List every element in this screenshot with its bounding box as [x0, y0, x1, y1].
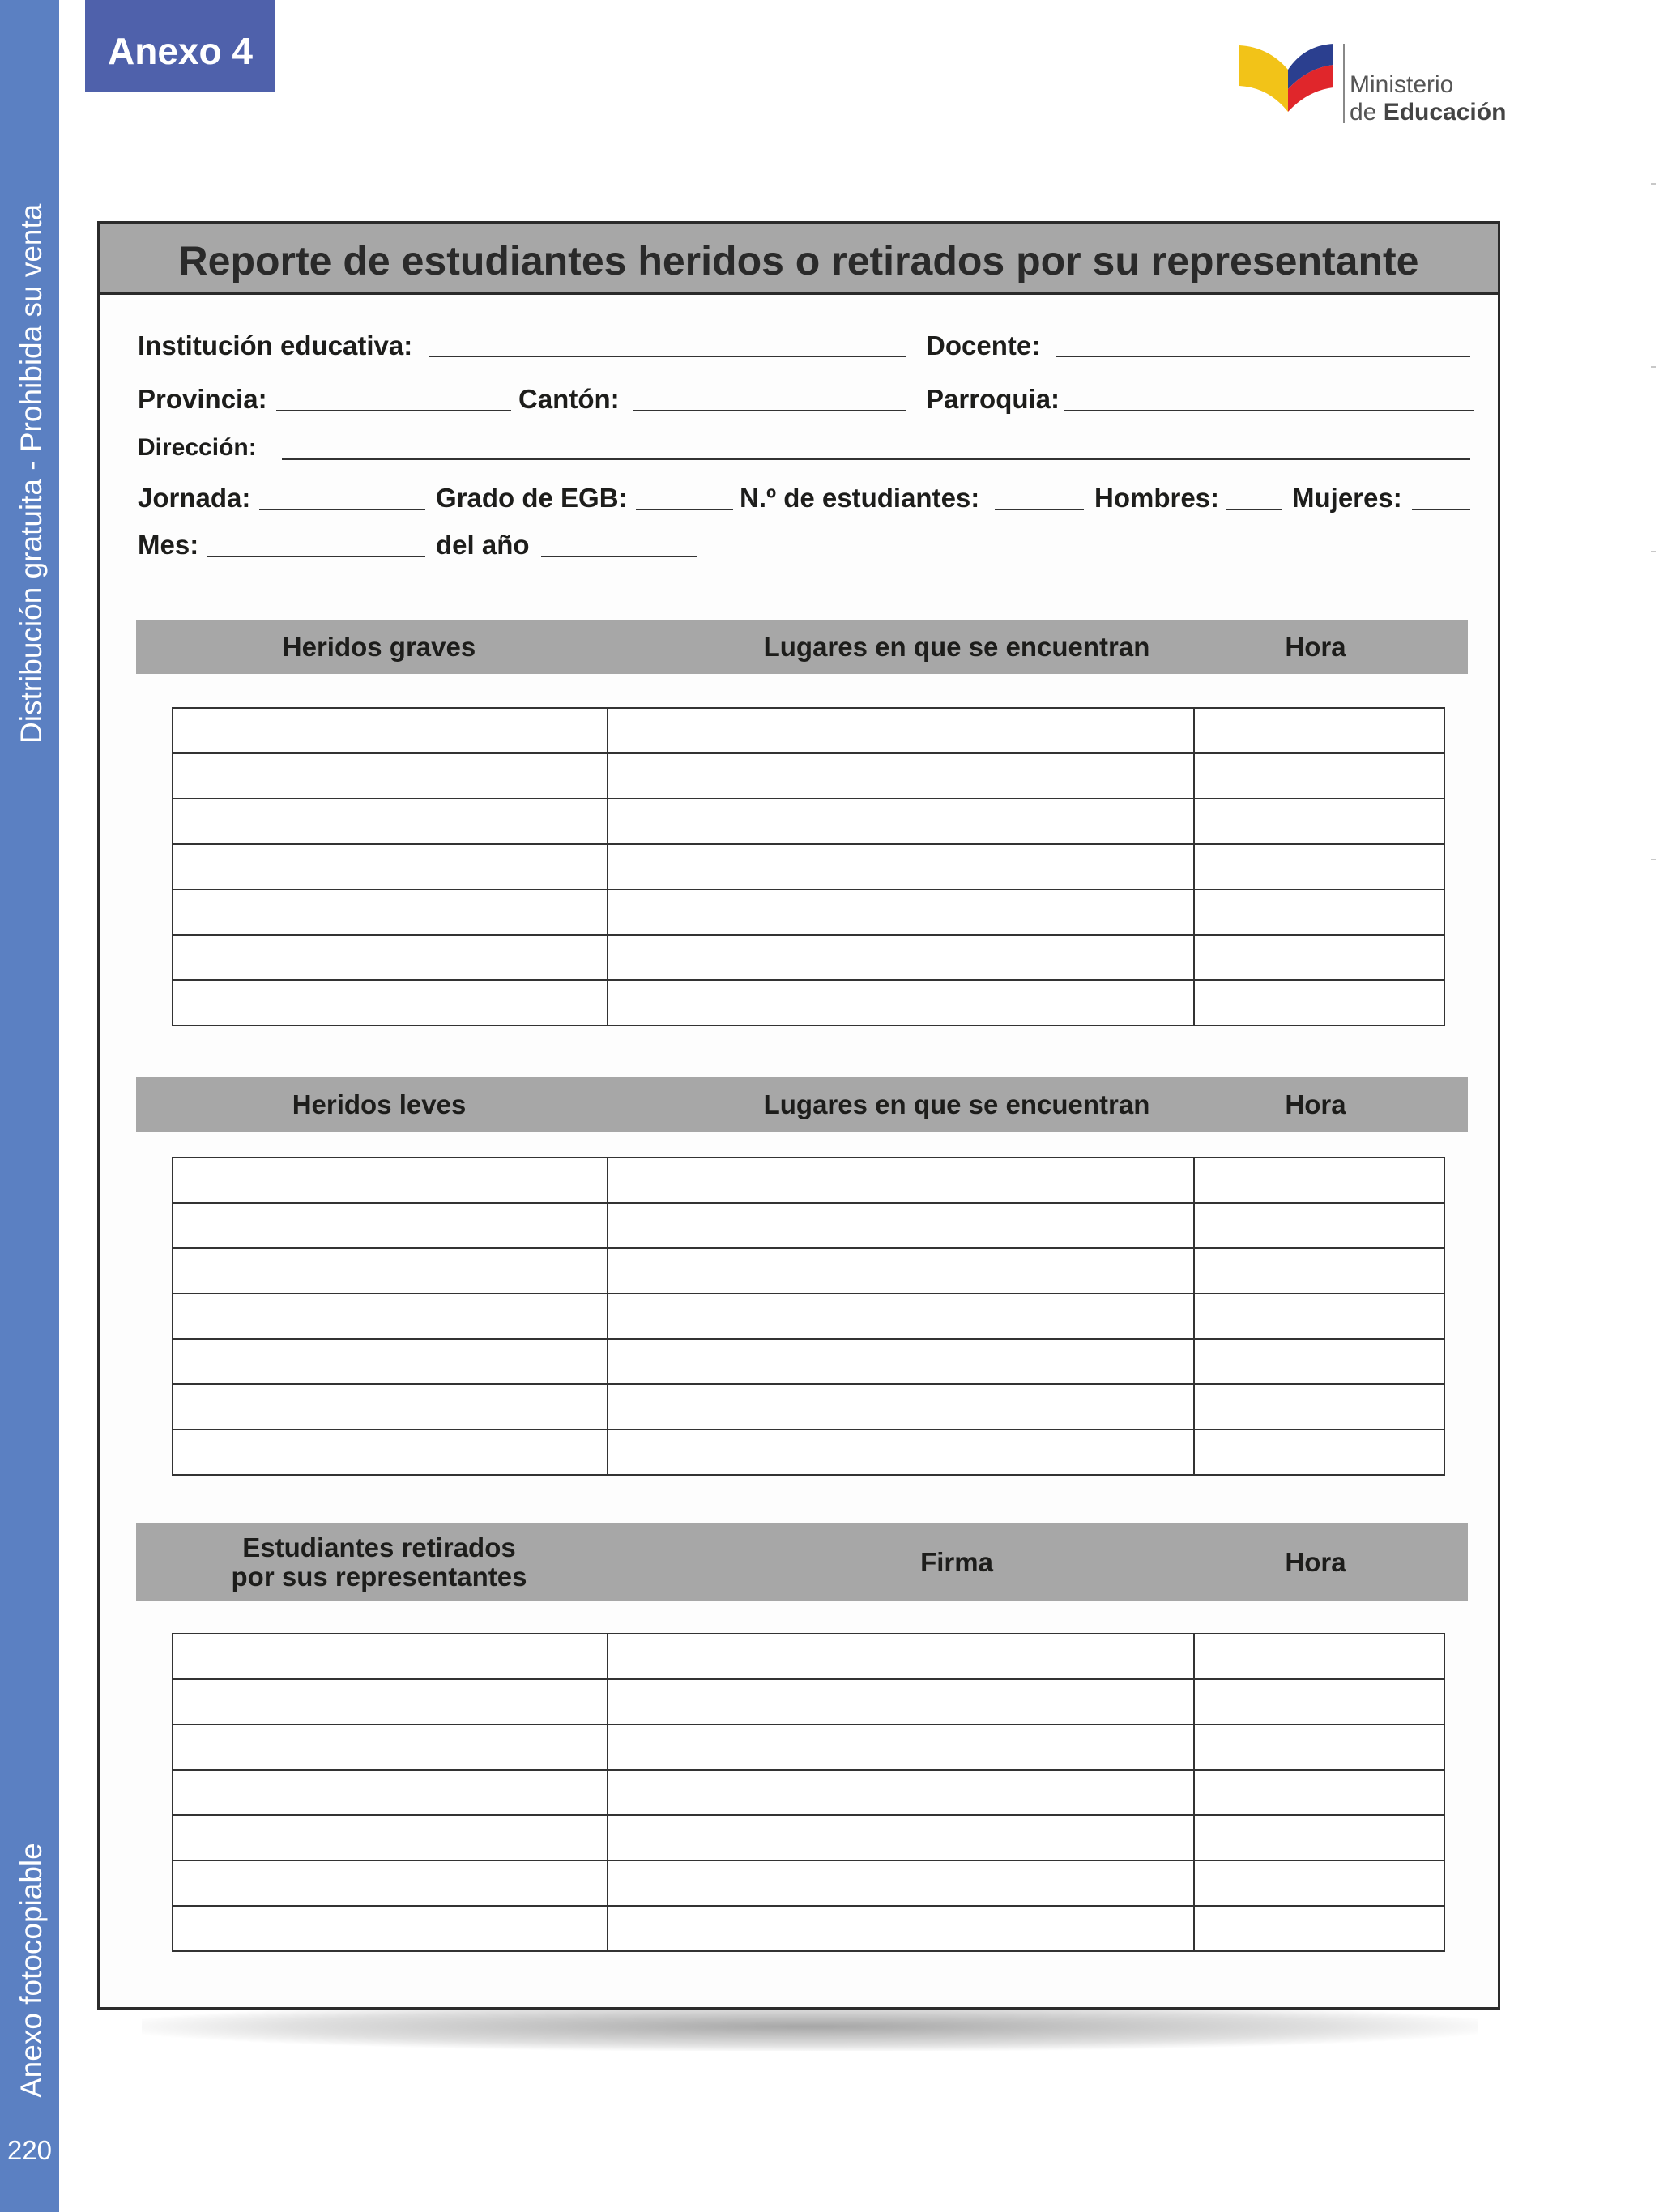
logo-divider	[1343, 44, 1345, 123]
cell[interactable]	[173, 1203, 608, 1248]
table-row	[173, 1679, 1444, 1724]
anio-field[interactable]	[541, 556, 697, 557]
cell[interactable]	[608, 1906, 1194, 1951]
col-hora: Hora	[1285, 1546, 1346, 1577]
table-row	[173, 753, 1444, 799]
edge-mark	[1651, 551, 1656, 552]
cell[interactable]	[173, 980, 608, 1025]
retirados-table	[172, 1633, 1445, 1952]
form-title: Reporte de estudiantes heridos o retirados por su representante	[100, 224, 1498, 295]
table-rows	[173, 708, 1444, 1025]
table-row	[173, 889, 1444, 935]
cell[interactable]	[173, 1815, 608, 1860]
cell[interactable]	[608, 935, 1194, 980]
cell[interactable]	[1194, 980, 1444, 1025]
jornada-field[interactable]	[259, 509, 425, 510]
cell[interactable]	[1194, 935, 1444, 980]
table-row	[173, 1634, 1444, 1679]
table-row	[173, 1157, 1444, 1203]
canton-field[interactable]	[633, 410, 906, 411]
parroquia-label: Parroquia:	[926, 384, 1060, 414]
docente-label: Docente:	[926, 330, 1041, 360]
cell[interactable]	[173, 1634, 608, 1679]
heridos-graves-header	[136, 620, 1468, 674]
cell[interactable]	[1194, 799, 1444, 844]
ministry-name: Ministerio de Educación	[1350, 71, 1507, 126]
edge-mark	[1651, 859, 1656, 860]
cell[interactable]	[608, 1724, 1194, 1770]
table-row	[173, 1203, 1444, 1248]
cell[interactable]	[608, 1634, 1194, 1679]
institucion-field[interactable]	[429, 356, 906, 357]
heridos-graves-table	[172, 707, 1445, 1026]
cell[interactable]	[608, 980, 1194, 1025]
cell[interactable]	[173, 1157, 608, 1203]
annex-badge: Anexo 4	[85, 0, 275, 92]
cell[interactable]	[1194, 1906, 1444, 1951]
table-row	[173, 1294, 1444, 1339]
cell[interactable]	[1194, 753, 1444, 799]
table-row	[173, 935, 1444, 980]
cell[interactable]	[173, 1770, 608, 1815]
table-row	[173, 1815, 1444, 1860]
institucion-label: Institución educativa:	[138, 330, 413, 360]
cell[interactable]	[173, 1724, 608, 1770]
col-lugares: Lugares en que se encuentran	[763, 631, 1150, 662]
table-row	[173, 980, 1444, 1025]
col-lugares: Lugares en que se encuentran	[763, 1089, 1150, 1119]
cell[interactable]	[608, 1339, 1194, 1384]
provincia-field[interactable]	[276, 410, 511, 411]
cell[interactable]	[1194, 1679, 1444, 1724]
jornada-label: Jornada:	[138, 483, 251, 513]
cell[interactable]	[608, 1248, 1194, 1294]
cell[interactable]	[608, 753, 1194, 799]
table-row	[173, 1339, 1444, 1384]
cell[interactable]	[1194, 889, 1444, 935]
docente-field[interactable]	[1056, 356, 1470, 357]
cell[interactable]	[1194, 1634, 1444, 1679]
cell[interactable]	[1194, 1384, 1444, 1430]
table-row	[173, 708, 1444, 753]
col-hora: Hora	[1285, 1089, 1346, 1119]
cell[interactable]	[1194, 1815, 1444, 1860]
cell[interactable]	[608, 1815, 1194, 1860]
cell[interactable]	[173, 1906, 608, 1951]
side-bar	[0, 0, 59, 2212]
cell[interactable]	[1194, 844, 1444, 889]
cell[interactable]	[173, 1679, 608, 1724]
cell[interactable]	[173, 1294, 608, 1339]
anio-label: del año	[436, 530, 530, 560]
cell[interactable]	[608, 1430, 1194, 1475]
distribution-notice: Distribución gratuita - Prohibida su venta	[15, 203, 48, 744]
cell[interactable]	[608, 844, 1194, 889]
table-row	[173, 844, 1444, 889]
cell[interactable]	[1194, 1339, 1444, 1384]
hombres-field[interactable]	[1226, 509, 1282, 510]
cell[interactable]	[173, 753, 608, 799]
num-estudiantes-label: N.º de estudiantes:	[740, 483, 980, 513]
cell[interactable]	[1194, 1248, 1444, 1294]
cell[interactable]	[608, 1384, 1194, 1430]
mes-field[interactable]	[207, 556, 425, 557]
table-row	[173, 1770, 1444, 1815]
cell[interactable]	[608, 1679, 1194, 1724]
table-rows	[173, 1634, 1444, 1951]
cell[interactable]	[608, 1770, 1194, 1815]
direccion-label: Dirección:	[138, 434, 257, 461]
table-row	[173, 1724, 1444, 1770]
cell[interactable]	[173, 1384, 608, 1430]
cell[interactable]	[608, 1157, 1194, 1203]
grado-field[interactable]	[636, 509, 733, 510]
card-shadow	[142, 2002, 1478, 2051]
cell[interactable]	[608, 1294, 1194, 1339]
cell[interactable]	[608, 708, 1194, 753]
cell[interactable]	[1194, 1157, 1444, 1203]
provincia-label: Provincia:	[138, 384, 267, 414]
cell[interactable]	[608, 799, 1194, 844]
canton-label: Cantón:	[518, 384, 620, 414]
mujeres-label: Mujeres:	[1292, 483, 1402, 513]
cell[interactable]	[173, 889, 608, 935]
cell[interactable]	[1194, 1724, 1444, 1770]
table-row	[173, 799, 1444, 844]
cell[interactable]	[173, 935, 608, 980]
table-row	[173, 1248, 1444, 1294]
cell[interactable]	[173, 1860, 608, 1906]
direccion-field[interactable]	[282, 458, 1470, 460]
col-firma: Firma	[920, 1546, 993, 1577]
cell[interactable]	[173, 844, 608, 889]
col-heridos-leves: Heridos leves	[292, 1089, 467, 1119]
table-row	[173, 1384, 1444, 1430]
edge-mark	[1651, 183, 1656, 185]
table-rows	[173, 1157, 1444, 1475]
parroquia-field[interactable]	[1064, 410, 1474, 411]
mujeres-field[interactable]	[1412, 509, 1470, 510]
cell[interactable]	[1194, 1770, 1444, 1815]
table-row	[173, 1430, 1444, 1475]
heridos-leves-header	[136, 1077, 1468, 1132]
cell[interactable]	[1194, 708, 1444, 753]
cell[interactable]	[608, 1860, 1194, 1906]
photocopy-annex-label: Anexo fotocopiable	[15, 1843, 48, 2098]
mes-label: Mes:	[138, 530, 199, 560]
retirados-header	[136, 1523, 1468, 1601]
cell[interactable]	[173, 1248, 608, 1294]
col-hora: Hora	[1285, 631, 1346, 662]
cell[interactable]	[608, 1203, 1194, 1248]
table-row	[173, 1906, 1444, 1951]
cell[interactable]	[1194, 1294, 1444, 1339]
cell[interactable]	[608, 889, 1194, 935]
page-number: 220	[6, 2135, 53, 2165]
cell[interactable]	[173, 799, 608, 844]
num-estudiantes-field[interactable]	[995, 509, 1084, 510]
col-retirados: Estudiantes retirados por sus representantes	[231, 1532, 527, 1592]
cell[interactable]	[1194, 1430, 1444, 1475]
heridos-leves-table	[172, 1157, 1445, 1476]
hombres-label: Hombres:	[1094, 483, 1220, 513]
col-heridos-graves: Heridos graves	[282, 631, 476, 662]
cell[interactable]	[173, 1339, 608, 1384]
table-row	[173, 1860, 1444, 1906]
grado-label: Grado de EGB:	[436, 483, 628, 513]
edge-mark	[1651, 366, 1656, 368]
cell[interactable]	[1194, 1860, 1444, 1906]
cell[interactable]	[1194, 1203, 1444, 1248]
cell[interactable]	[173, 708, 608, 753]
cell[interactable]	[173, 1430, 608, 1475]
